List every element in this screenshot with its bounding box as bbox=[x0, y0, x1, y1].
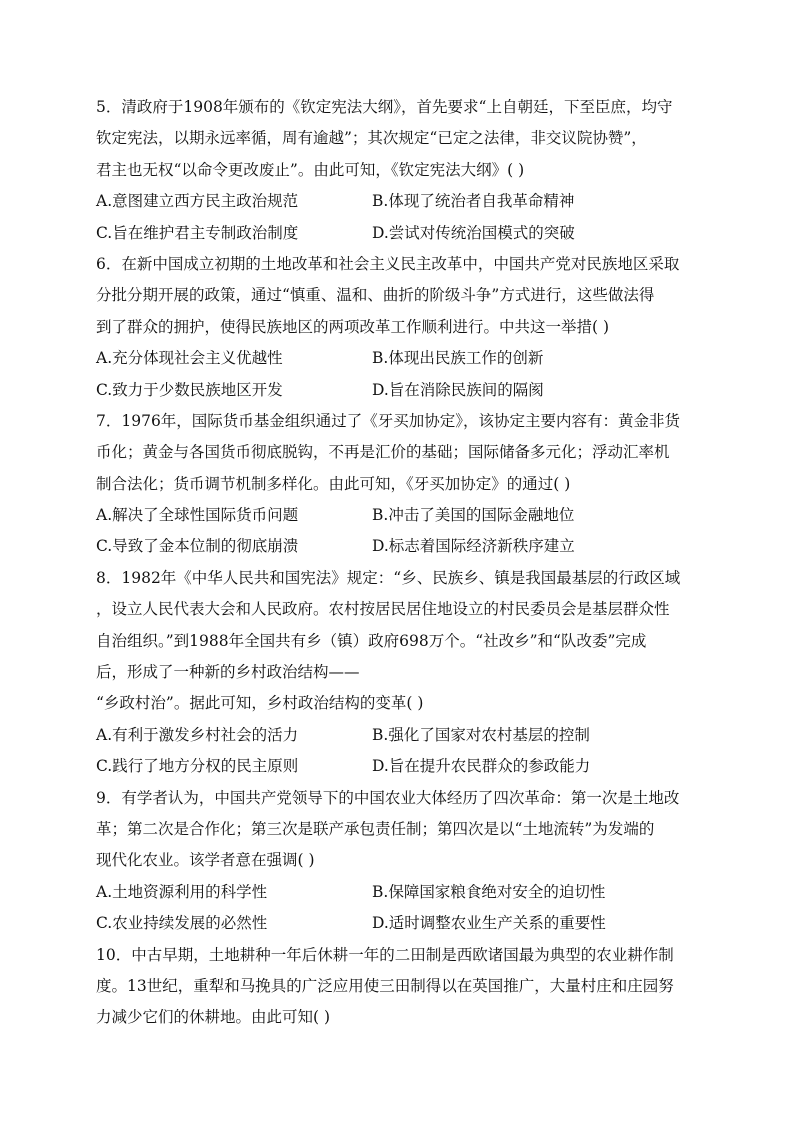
question-5-stem-line: 5．清政府于1908年颁布的《钦定宪法大纲》，首先要求“上自朝廷，下至臣庶，均守 bbox=[96, 98, 673, 116]
question-5-stem-line: 钦定宪法，以期永远率循，周有逾越”；其次规定“已定之法律，非交议院协赞”， bbox=[96, 129, 647, 148]
question-9-option-b[interactable]: B.保障国家粮食绝对安全的迫切性 bbox=[372, 882, 606, 901]
question-9-stem-line: 革；第二次是合作化；第三次是联产承包责任制；第四次是以“土地流转”为发端的 bbox=[96, 819, 655, 838]
question-7-option-a[interactable]: A.解决了全球性国际货币问题 bbox=[96, 506, 299, 525]
question-10-stem-line: 10．中古早期，土地耕种一年后休耕一年的二田制是西欧诸国最为典型的农业耕作制 bbox=[96, 945, 674, 964]
question-9-stem-line: 现代化农业。该学者意在强调( ) bbox=[96, 851, 315, 870]
question-9-option-c[interactable]: C.农业持续发展的必然性 bbox=[96, 914, 268, 933]
question-5 bbox=[96, 92, 696, 249]
question-6-option-b[interactable]: B.体现出民族工作的创新 bbox=[372, 349, 544, 368]
question-6-option-d[interactable]: D.旨在消除民族间的隔阂 bbox=[372, 380, 544, 399]
question-8 bbox=[96, 563, 696, 783]
question-sheet bbox=[96, 92, 696, 1034]
question-9-option-d[interactable]: D.适时调整农业生产关系的重要性 bbox=[372, 914, 606, 933]
question-8-option-b[interactable]: B.强化了国家对农村基层的控制 bbox=[372, 725, 590, 744]
question-5-option-a[interactable]: A.意图建立西方民主政治规范 bbox=[96, 192, 299, 211]
question-8-option-d[interactable]: D.旨在提升农民群众的参政能力 bbox=[372, 757, 591, 776]
question-8-stem-line: 8．1982年《中华人民共和国宪法》规定：“乡、民族乡、镇是我国最基层的行政区域 bbox=[96, 568, 681, 587]
question-6-stem-line: 分批分期开展的政策，通过“慎重、温和、曲折的阶级斗争”方式进行，这些做法得 bbox=[96, 286, 655, 305]
question-9-stem-line: 9．有学者认为，中国共产党领导下的中国农业大体经历了四次革命：第一次是土地改 bbox=[96, 788, 680, 807]
question-8-stem-line: 后，形成了一种新的乡村政治结构—— bbox=[96, 663, 360, 682]
question-10-stem-line: 度。13世纪，重犁和马挽具的广泛应用使三田制得以在英国推广，大量村庄和庄园努 bbox=[96, 976, 674, 995]
question-6-option-a[interactable]: A.充分体现社会主义优越性 bbox=[96, 349, 283, 368]
question-8-stem-line: 自治组织。”到1988年全国共有乡（镇）政府698万个。“社改乡”和“队改委”完成 bbox=[96, 631, 647, 650]
question-10 bbox=[96, 940, 696, 1034]
question-6 bbox=[96, 249, 696, 406]
question-7-option-b[interactable]: B.冲击了美国的国际金融地位 bbox=[372, 506, 575, 525]
question-7 bbox=[96, 406, 696, 563]
question-7-option-d[interactable]: D.标志着国际经济新秩序建立 bbox=[372, 537, 575, 556]
question-7-stem-line: 币化；黄金与各国货币彻底脱钩，不再是汇价的基础；国际储备多元化；浮动汇率机 bbox=[96, 443, 670, 462]
question-9 bbox=[96, 783, 696, 940]
question-5-option-d[interactable]: D.尝试对传统治国模式的突破 bbox=[372, 223, 575, 242]
question-5-stem-line: 君主也无权“以命令更改废止”。由此可知，《钦定宪法大纲》( ) bbox=[96, 160, 525, 179]
question-6-stem-line: 到了群众的拥护，使得民族地区的两项改革工作顺利进行。中共这一举措( ) bbox=[96, 317, 610, 336]
question-6-option-c[interactable]: C.致力于少数民族地区开发 bbox=[96, 380, 283, 399]
question-7-stem-line: 7．1976年，国际货币基金组织通过了《牙买加协定》，该协定主要内容有：黄金非货 bbox=[96, 411, 681, 430]
question-8-stem-line: ，设立人民代表大会和人民政府。农村按居民居住地设立的村民委员会是基层群众性 bbox=[96, 600, 670, 619]
question-10-stem-line: 力减少它们的休耕地。由此可知( ) bbox=[96, 1008, 331, 1027]
question-6-stem-line: 6．在新中国成立初期的土地改革和社会主义民主改革中，中国共产党对民族地区采取 bbox=[96, 254, 680, 273]
question-5-option-c[interactable]: C.旨在维护君主专制政治制度 bbox=[96, 223, 299, 242]
question-8-option-c[interactable]: C.践行了地方分权的民主原则 bbox=[96, 757, 299, 776]
question-7-option-c[interactable]: C.导致了金本位制的彻底崩溃 bbox=[96, 537, 299, 556]
question-8-stem-line: “乡政村治”。据此可知，乡村政治结构的变革( ) bbox=[96, 694, 424, 713]
question-8-option-a[interactable]: A.有利于激发乡村社会的活力 bbox=[96, 725, 299, 744]
question-9-option-a[interactable]: A.土地资源利用的科学性 bbox=[96, 882, 268, 901]
question-5-option-b[interactable]: B.体现了统治者自我革命精神 bbox=[372, 192, 575, 211]
question-7-stem-line: 制合法化；货币调节机制多样化。由此可知，《牙买加协定》的通过( ) bbox=[96, 474, 571, 493]
